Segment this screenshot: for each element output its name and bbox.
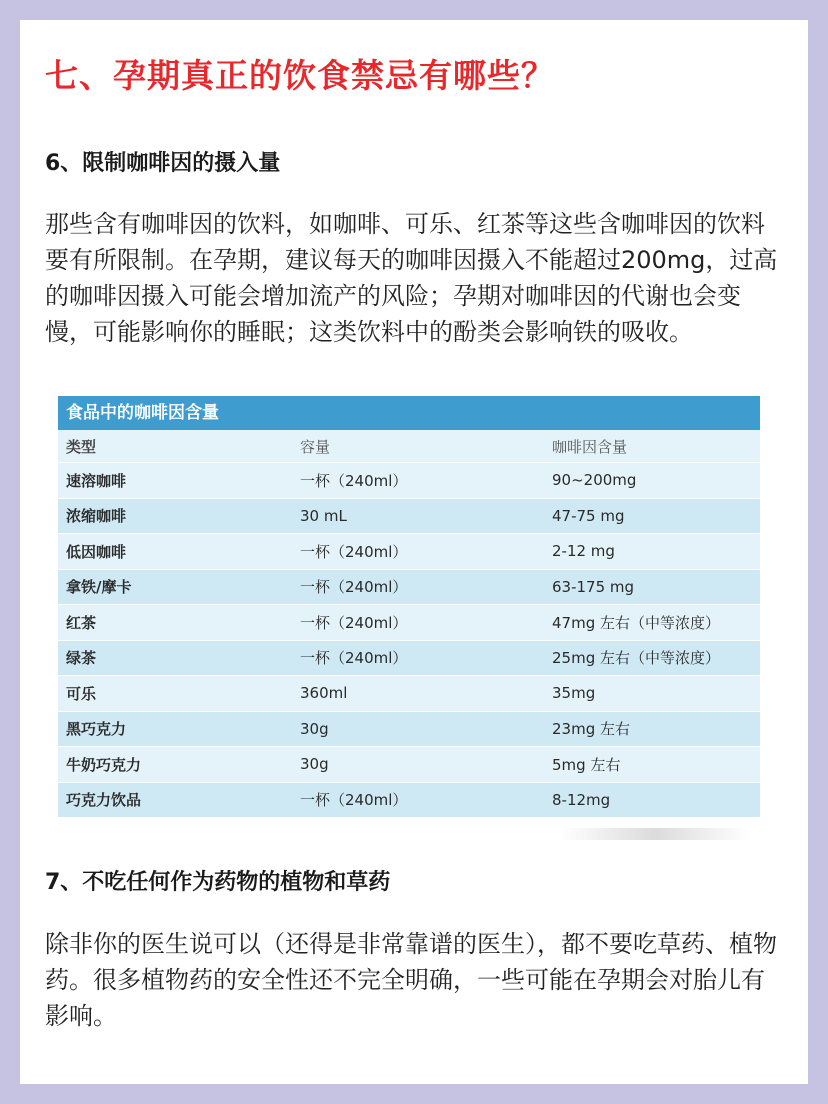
section-6-heading: 6、限制咖啡因的摄入量 bbox=[45, 151, 281, 176]
cell-type: 巧克力饮品 bbox=[66, 791, 142, 810]
table-row bbox=[58, 641, 760, 677]
table-row bbox=[58, 534, 760, 570]
caffeine-table bbox=[58, 396, 760, 818]
cell-type: 浓缩咖啡 bbox=[66, 507, 127, 526]
cell-volume: 30g bbox=[300, 719, 329, 738]
table-row bbox=[58, 499, 760, 535]
cell-type: 速溶咖啡 bbox=[66, 471, 127, 490]
cell-type: 黑巧克力 bbox=[66, 720, 127, 739]
cell-volume: 一杯（240ml） bbox=[300, 613, 408, 632]
cell-caffeine: 23mg 左右 bbox=[552, 720, 630, 739]
cell-caffeine: 47-75 mg bbox=[552, 506, 625, 525]
content-card bbox=[20, 20, 808, 1084]
cell-caffeine: 5mg 左右 bbox=[552, 755, 621, 774]
table-header-row bbox=[58, 430, 760, 463]
table-title: 食品中的咖啡因含量 bbox=[58, 396, 760, 430]
cell-caffeine: 47mg 左右（中等浓度） bbox=[552, 613, 720, 632]
header-type: 类型 bbox=[66, 437, 97, 456]
cell-type: 可乐 bbox=[66, 684, 97, 703]
cell-caffeine: 35mg bbox=[552, 684, 596, 703]
header-volume: 容量 bbox=[300, 437, 331, 456]
cell-caffeine: 90~200mg bbox=[552, 471, 637, 490]
table-row bbox=[58, 747, 760, 783]
watermark-smudge bbox=[560, 828, 750, 840]
table-row bbox=[58, 605, 760, 641]
section-7-heading: 7、不吃任何作为药物的植物和草药 bbox=[45, 870, 391, 895]
table-row bbox=[58, 570, 760, 606]
cell-type: 牛奶巧克力 bbox=[66, 755, 142, 774]
table-row bbox=[58, 463, 760, 499]
cell-volume: 30 mL bbox=[300, 506, 347, 525]
cell-caffeine: 8-12mg bbox=[552, 790, 611, 809]
section-6-paragraph: 那些含有咖啡因的饮料，如咖啡、可乐、红茶等这些含咖啡因的饮料要有所限制。在孕期，建议每天的咖啡因摄入不能超过200mg，过高的咖啡因摄入可能会增加流产的风险；孕期对咖啡因的代谢也会变慢，可能影响你的睡眠；这类饮料中的酚类会影响铁的吸收。 bbox=[45, 210, 778, 346]
cell-type: 拿铁/摩卡 bbox=[66, 578, 132, 597]
cell-volume: 一杯（240ml） bbox=[300, 578, 408, 597]
section-7-paragraph: 除非你的医生说可以（还得是非常靠谱的医生），都不要吃草药、植物药。很多植物药的安全性还不完全明确，一些可能在孕期会对胎儿有影响。 bbox=[45, 930, 777, 1030]
cell-caffeine: 25mg 左右（中等浓度） bbox=[552, 649, 720, 668]
cell-volume: 360ml bbox=[300, 684, 348, 703]
cell-volume: 一杯（240ml） bbox=[300, 649, 408, 668]
table-row bbox=[58, 783, 760, 819]
cell-type: 绿茶 bbox=[66, 649, 97, 668]
header-caffeine: 咖啡因含量 bbox=[552, 437, 628, 456]
cell-volume: 一杯（240ml） bbox=[300, 542, 408, 561]
table-row bbox=[58, 676, 760, 712]
cell-caffeine: 2-12 mg bbox=[552, 542, 615, 561]
table-body bbox=[58, 463, 760, 818]
page-title: 七、孕期真正的饮食禁忌有哪些？ bbox=[45, 56, 555, 95]
cell-volume: 30g bbox=[300, 755, 329, 774]
cell-volume: 一杯（240ml） bbox=[300, 791, 408, 810]
cell-caffeine: 63-175 mg bbox=[552, 577, 635, 596]
cell-type: 红茶 bbox=[66, 613, 97, 632]
cell-volume: 一杯（240ml） bbox=[300, 471, 408, 490]
table-row bbox=[58, 712, 760, 748]
cell-type: 低因咖啡 bbox=[66, 542, 127, 561]
